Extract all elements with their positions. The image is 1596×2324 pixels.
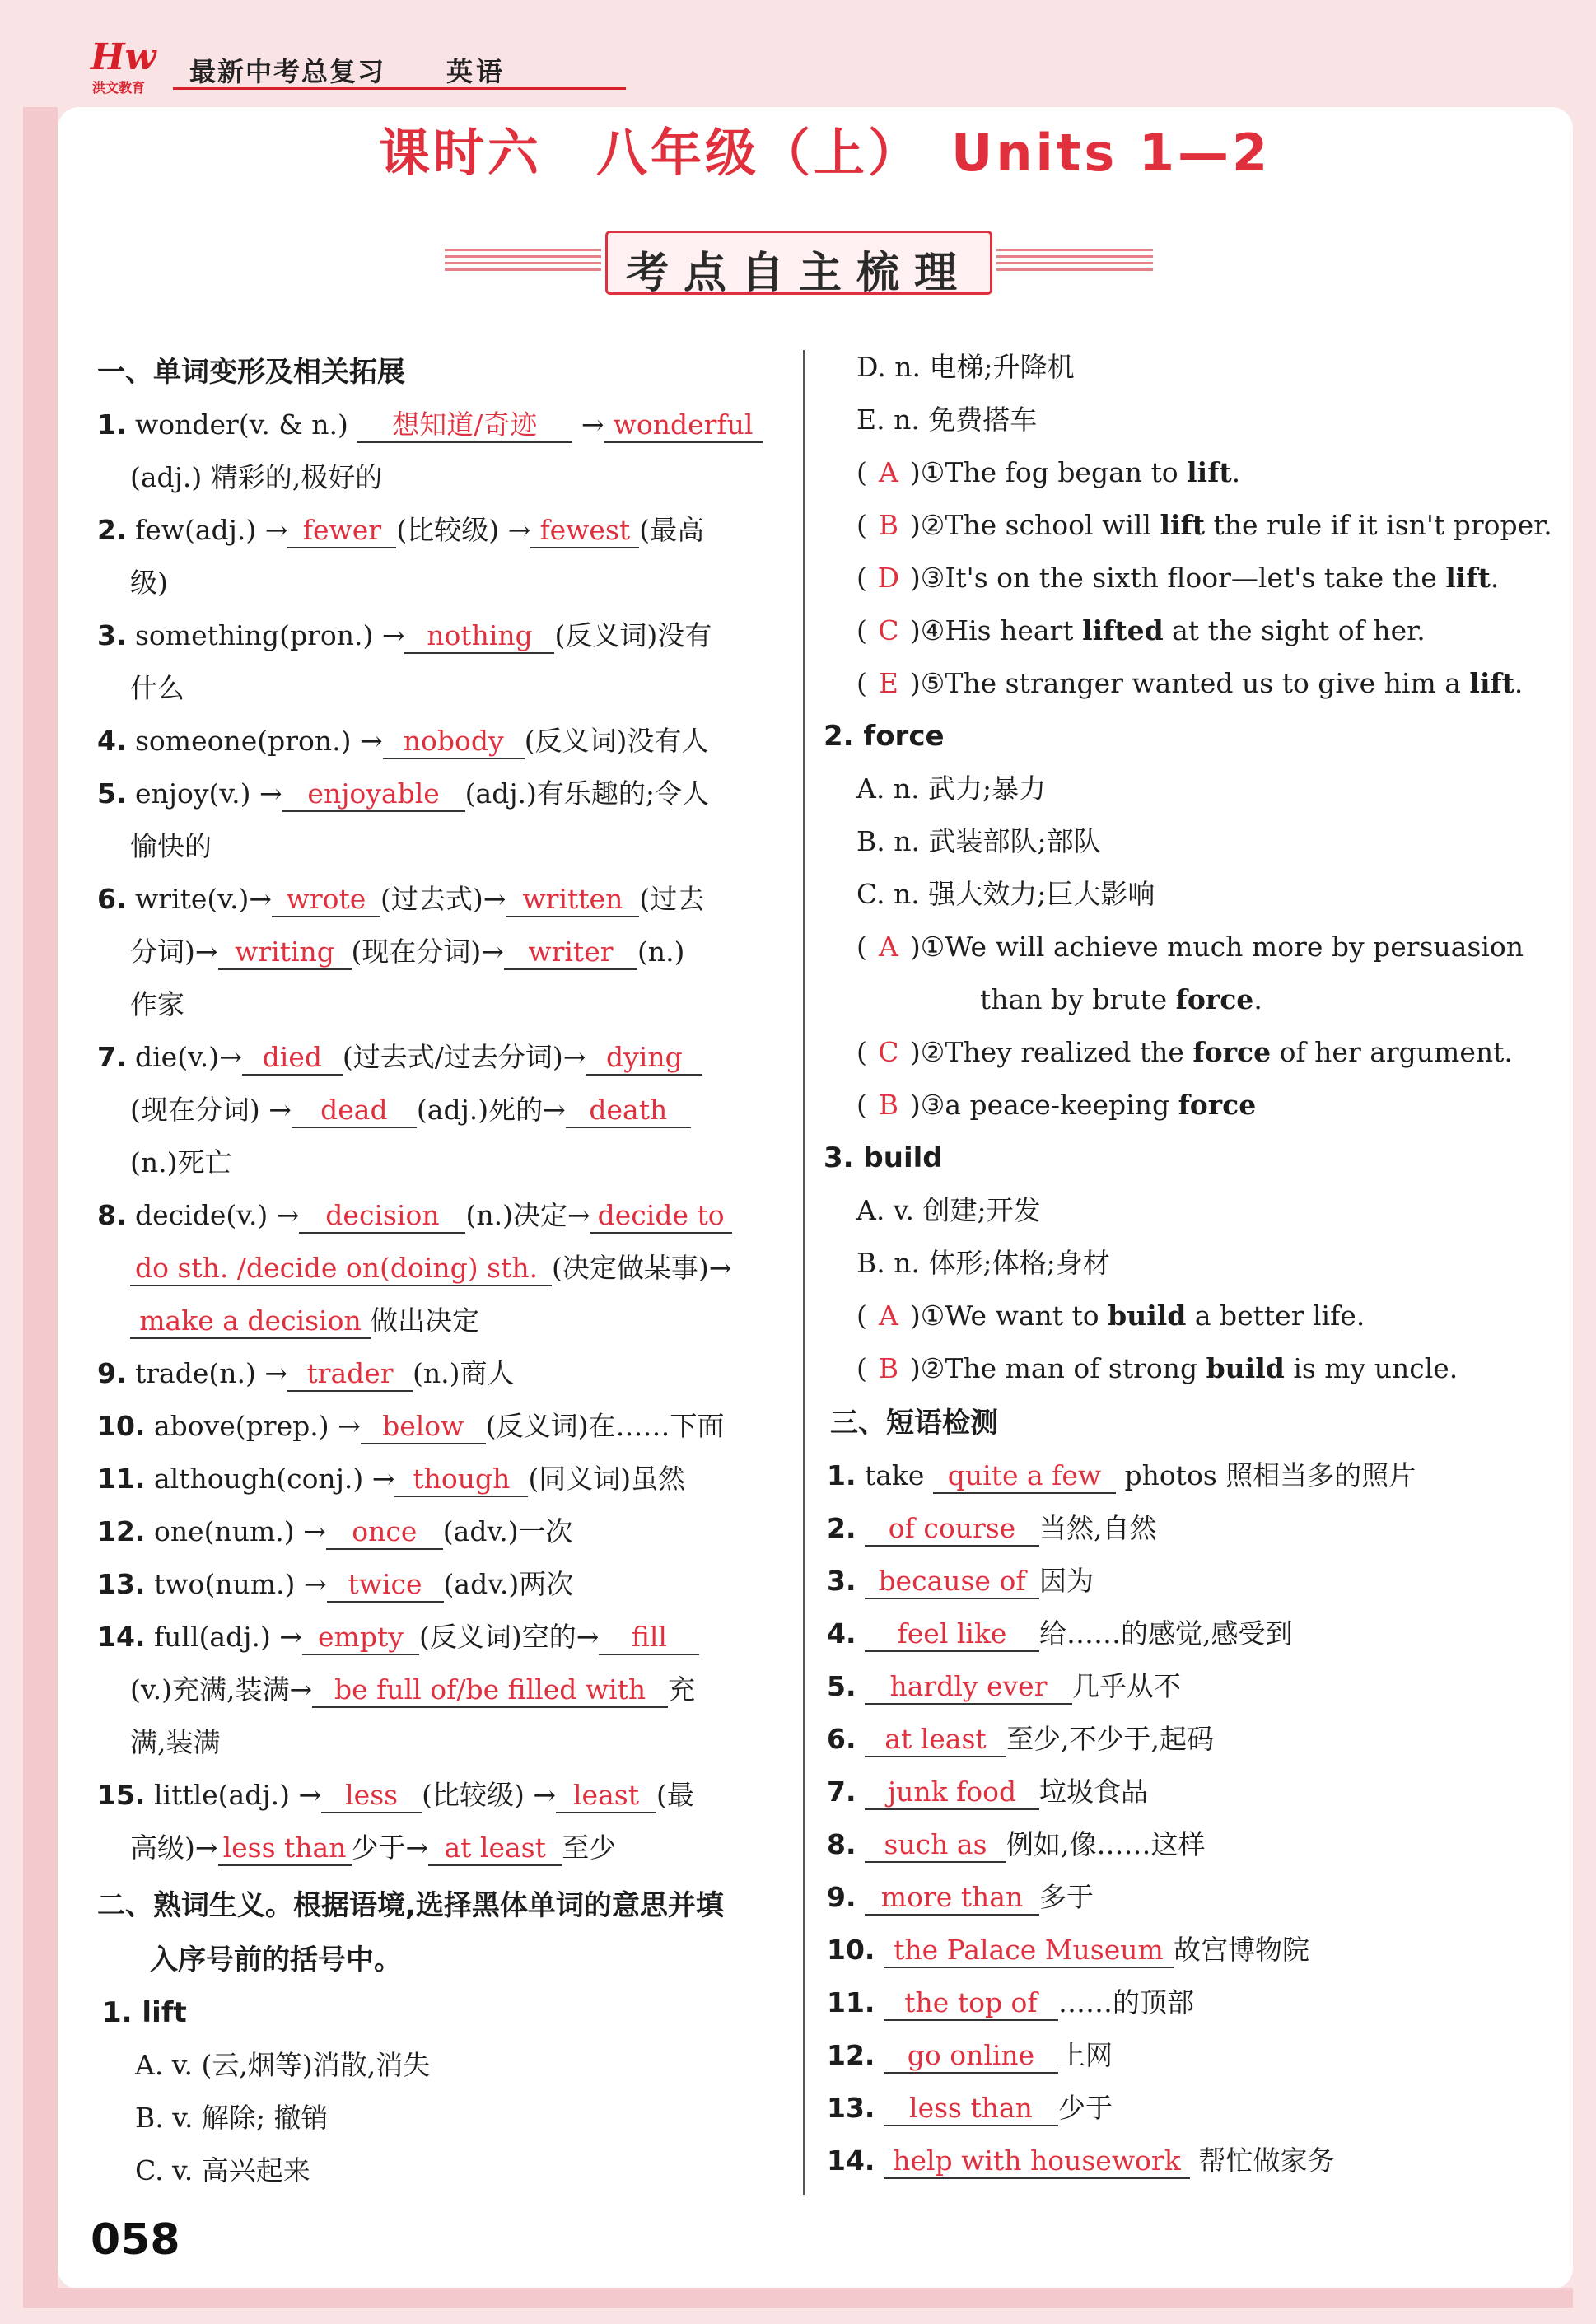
answer-blank: empty — [302, 1621, 419, 1655]
item-15-cont: 高级)→ less than 少于→ at least 至少 — [130, 1830, 616, 1866]
answer-letter: A — [878, 1300, 898, 1332]
item-7-cont: (现在分词) → dead (adj.)死的→ death — [130, 1092, 691, 1128]
banner-right-lines — [996, 249, 1153, 275]
publisher-logo: Hw — [91, 36, 156, 78]
banner-text: 考点自主梳理 — [625, 249, 972, 298]
answer-blank: quite a few — [933, 1459, 1116, 1494]
answer-blank: less than — [218, 1832, 352, 1866]
phrase-14: 14. help with housework 帮忙做家务 — [827, 2143, 1334, 2179]
answer-blank: 想知道/奇迹 — [357, 408, 572, 443]
force-q3: ( B )③a peace-keeping force — [856, 1087, 1256, 1123]
item-7: 7. die(v.)→ died (过去式/过去分词)→ dying — [97, 1039, 702, 1076]
item-6: 6. write(v.)→ wrote (过去式)→ written (过去 — [97, 881, 704, 917]
item-1: 1. wonder(v. & n.) 想知道/奇迹 → wonderful — [97, 407, 763, 443]
answer-blank: wrote — [272, 883, 380, 917]
build-q1: ( A )①We want to build a better life. — [856, 1298, 1365, 1334]
answer-blank: do sth. /decide on(doing) sth. — [130, 1252, 552, 1286]
answer-blank: nothing — [404, 619, 554, 654]
answer-blank: at least — [428, 1832, 562, 1866]
page-number: 058 — [91, 2215, 180, 2265]
lift-option-b: B. v. 解除; 撤销 — [135, 2102, 329, 2134]
left-margin-bar — [23, 107, 58, 2289]
lift-option-c: C. v. 高兴起来 — [135, 2154, 310, 2186]
word-force: 2. force — [824, 720, 945, 753]
answer-blank: junk food — [865, 1776, 1039, 1810]
phrase-4: 4. feel like 给……的感觉,感受到 — [827, 1616, 1293, 1652]
item-13: 13. two(num.) → twice (adv.)两次 — [97, 1566, 573, 1603]
phrase-2: 2. of course 当然,自然 — [827, 1510, 1157, 1547]
lift-q4: ( C )④His heart lifted at the sight of her. — [856, 613, 1426, 649]
item-15: 15. little(adj.) → less (比较级) → least (最 — [97, 1777, 694, 1813]
item-1-cont: (adj.) 精彩的,极好的 — [130, 461, 383, 493]
answer-letter: C — [878, 1036, 899, 1068]
force-q1: ( A )①We will achieve much more by persuasion — [856, 929, 1524, 965]
answer-blank: died — [242, 1041, 343, 1076]
book-subject: 英语 — [446, 56, 506, 87]
build-option-a: A. v. 创建;开发 — [856, 1194, 1041, 1226]
answer-blank: make a decision — [130, 1304, 371, 1339]
answer-letter: D — [877, 562, 900, 594]
phrase-9: 9. more than 多于 — [827, 1879, 1094, 1916]
answer-letter: B — [878, 1089, 898, 1121]
bottom-margin-bar — [23, 2288, 1573, 2308]
answer-blank: below — [361, 1410, 486, 1444]
phrase-3: 3. because of 因为 — [827, 1563, 1094, 1599]
answer-blank: once — [326, 1515, 443, 1550]
item-6-cont: 分词)→ writing (现在分词)→ writer (n.) — [130, 934, 684, 970]
answer-blank: least — [556, 1779, 656, 1813]
answer-blank: be full of/be filled with — [312, 1673, 668, 1708]
phrase-5: 5. hardly ever 几乎从不 — [827, 1668, 1181, 1705]
force-option-c: C. n. 强大效力;巨大影响 — [856, 878, 1155, 910]
answer-letter: C — [878, 614, 899, 646]
answer-blank: such as — [865, 1828, 1006, 1863]
lift-q5: ( E )⑤The stranger wanted us to give him a lift. — [856, 665, 1523, 702]
item-5: 5. enjoy(v.) → enjoyable (adj.)有乐趣的;令人 — [97, 776, 709, 812]
answer-blank: of course — [865, 1512, 1039, 1547]
word-lift: 1. lift — [102, 1996, 187, 2029]
banner-box — [605, 231, 992, 298]
answer-blank: the top of — [884, 1986, 1058, 2021]
answer-letter: E — [878, 667, 898, 699]
section-2-heading: 二、熟词生义。根据语境,选择黑体单词的意思并填 — [97, 1889, 724, 1922]
item-6-cont2: 作家 — [130, 988, 184, 1020]
answer-blank: help with housework — [884, 2144, 1190, 2179]
item-14-cont: (v.)充满,装满→ be full of/be filled with 充 — [130, 1672, 695, 1708]
answer-blank: trader — [287, 1357, 413, 1392]
item-14: 14. full(adj.) → empty (反义词)空的→ fill — [97, 1619, 699, 1655]
answer-blank: decide to — [590, 1199, 732, 1234]
force-q1-cont: than by brute force. — [980, 983, 1262, 1015]
item-2: 2. few(adj.) → fewer (比较级) → fewest (最高 — [97, 512, 704, 548]
answer-blank: dead — [292, 1094, 417, 1128]
item-7-cont2: (n.)死亡 — [130, 1146, 232, 1178]
answer-blank: decision — [299, 1199, 465, 1234]
column-divider — [803, 350, 805, 2195]
answer-blank: death — [566, 1094, 691, 1128]
force-option-b: B. n. 武装部队;部队 — [856, 825, 1101, 857]
phrase-7: 7. junk food 垃圾食品 — [827, 1774, 1148, 1810]
answer-blank: the Palace Museum — [884, 1934, 1174, 1968]
answer-blank: less — [321, 1779, 422, 1813]
phrase-10: 10. the Palace Museum 故宫博物院 — [827, 1932, 1309, 1968]
item-8-cont2: make a decision 做出决定 — [130, 1303, 479, 1339]
item-4: 4. someone(pron.) → nobody (反义词)没有人 — [97, 723, 708, 759]
item-9: 9. trade(n.) → trader (n.)商人 — [97, 1356, 515, 1392]
item-8: 8. decide(v.) → decision (n.)决定→ decide to — [97, 1197, 732, 1234]
answer-letter: B — [878, 509, 898, 541]
answer-letter: A — [878, 456, 898, 488]
answer-blank: at least — [865, 1723, 1006, 1757]
item-2-cont: 级) — [130, 567, 168, 599]
section-2-heading-cont: 入序号前的括号中。 — [150, 1944, 402, 1976]
answer-blank: more than — [865, 1881, 1039, 1916]
lesson-title: 课时六 八年级（上） Units 1—2 — [379, 123, 1272, 183]
item-5-cont: 愉快的 — [130, 830, 212, 862]
lift-option-a: A. v. (云,烟等)消散,消失 — [135, 2049, 431, 2081]
section-3-heading: 三、短语检测 — [830, 1407, 998, 1440]
answer-blank: enjoyable — [282, 777, 465, 812]
phrase-13: 13. less than 少于 — [827, 2090, 1113, 2126]
answer-blank: fill — [599, 1621, 699, 1655]
lift-option-e: E. n. 免费搭车 — [856, 404, 1038, 436]
phrase-6: 6. at least 至少,不少于,起码 — [827, 1721, 1214, 1757]
build-q2: ( B )②The man of strong build is my uncle. — [856, 1351, 1458, 1387]
item-10: 10. above(prep.) → below (反义词)在……下面 — [97, 1408, 725, 1444]
header-rule — [173, 87, 626, 90]
item-11: 11. although(conj.) → though (同义词)虽然 — [97, 1461, 685, 1497]
banner-left-lines — [445, 249, 601, 275]
answer-blank: fewer — [287, 514, 396, 548]
build-option-b: B. n. 体形;体格;身材 — [856, 1247, 1110, 1279]
phrase-12: 12. go online 上网 — [827, 2037, 1113, 2074]
answer-blank: nobody — [383, 725, 525, 759]
phrase-11: 11. the top of ……的顶部 — [827, 1985, 1194, 2021]
book-series: 最新中考总复习 — [189, 56, 386, 87]
answer-blank: less than — [884, 2092, 1058, 2126]
answer-blank: writing — [218, 936, 352, 970]
item-8-cont: do sth. /decide on(doing) sth. (决定做某事)→ — [130, 1250, 731, 1286]
force-q2: ( C )②They realized the force of her argument. — [856, 1034, 1513, 1071]
answer-blank: writer — [504, 936, 637, 970]
answer-blank: wonderful — [604, 408, 763, 443]
lift-q3: ( D )③It's on the sixth floor—let's take the lift. — [856, 560, 1499, 596]
item-12: 12. one(num.) → once (adv.)一次 — [97, 1514, 573, 1550]
lift-q2: ( B )②The school will lift the rule if it isn't proper. — [856, 507, 1552, 544]
phrase-1: 1. take quite a few photos 照相当多的照片 — [827, 1458, 1416, 1494]
answer-blank: go online — [884, 2039, 1058, 2074]
item-3: 3. something(pron.) → nothing (反义词)没有 — [97, 618, 712, 654]
answer-letter: A — [878, 931, 898, 963]
answer-letter: B — [878, 1352, 898, 1384]
phrase-8: 8. such as 例如,像……这样 — [827, 1827, 1206, 1863]
publisher-name: 洪文教育 — [92, 80, 146, 96]
force-option-a: A. n. 武力;暴力 — [856, 772, 1047, 805]
answer-blank: though — [394, 1463, 528, 1497]
item-14-cont2: 满,装满 — [130, 1726, 221, 1758]
answer-blank: feel like — [865, 1617, 1039, 1652]
item-3-cont: 什么 — [130, 672, 184, 704]
lift-option-d: D. n. 电梯;升降机 — [856, 351, 1075, 383]
answer-blank: written — [506, 883, 639, 917]
section-1-heading: 一、单词变形及相关拓展 — [97, 356, 405, 389]
answer-blank: twice — [327, 1568, 444, 1603]
answer-blank: fewest — [530, 514, 639, 548]
section-banner — [445, 231, 1153, 296]
lift-q1: ( A )①The fog began to lift. — [856, 455, 1240, 491]
answer-blank: dying — [586, 1041, 702, 1076]
answer-blank: because of — [865, 1565, 1039, 1599]
answer-blank: hardly ever — [865, 1670, 1072, 1705]
word-build: 3. build — [824, 1141, 943, 1174]
